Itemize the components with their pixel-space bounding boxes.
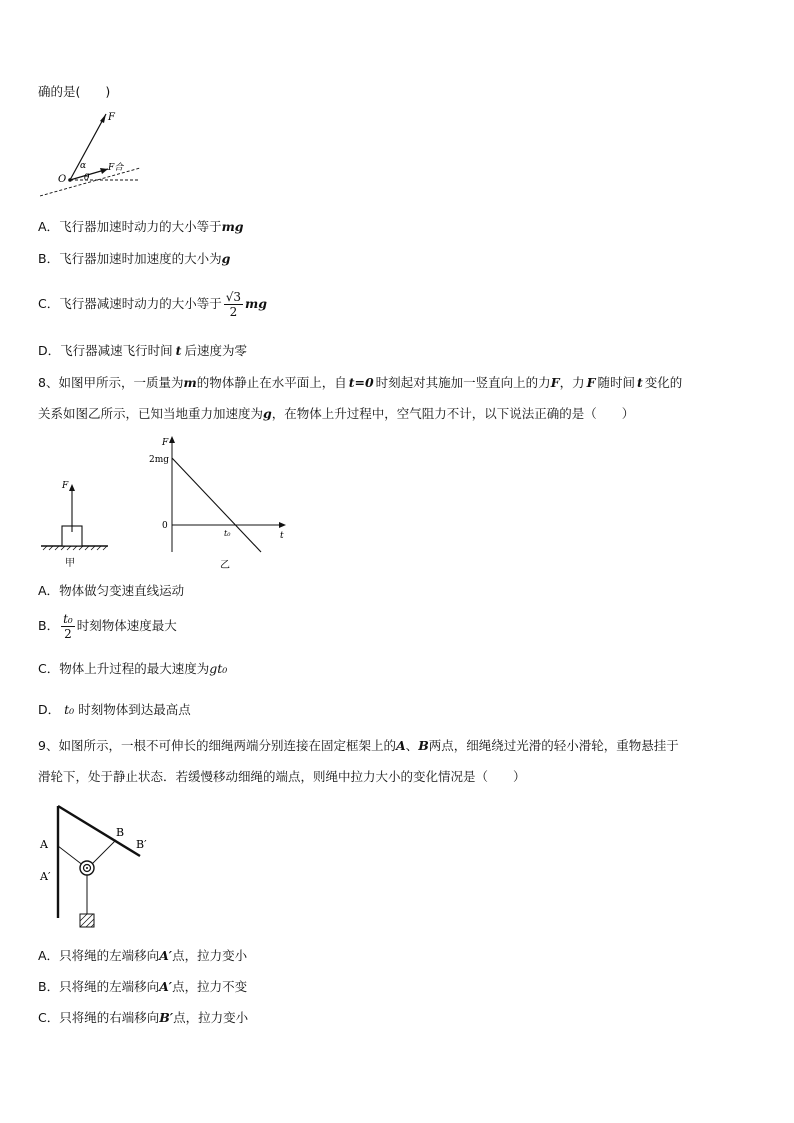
q8-option-b[interactable]: B． $\frac{\text{t₀}}{2}$ 时刻物体速度最大 (38, 611, 177, 641)
q9-option-a[interactable]: A．只将绳的左端移向A′点，拉力变小 (38, 948, 248, 963)
q7-option-a[interactable]: A．飞行器加速时动力的大小等于mg (38, 219, 244, 234)
q8-label-jia: 甲 (65, 558, 75, 569)
q8-label-yi: 乙 (220, 560, 230, 571)
q8-option-a[interactable]: A．物体做匀变速直线运动 (38, 583, 185, 598)
q7-force-diagram (40, 108, 150, 200)
q8-label-t-axis: t (280, 531, 284, 541)
q7-label-Fhe: F合 (108, 163, 124, 173)
q8-stem-line2: 关系如图乙所示，已知当地重力加速度为g，在物体上升过程中，空气阻力不计，以下说法正确的是（ ） (38, 406, 635, 421)
q8-label-t0: t₀ (224, 529, 231, 538)
q7-label-O: O (58, 174, 67, 185)
q7-label-alpha: α (80, 161, 87, 171)
q8-arrowhead-icon (69, 484, 75, 491)
q7-option-d[interactable]: D．飞行器减速飞行时间 t 后速度为零 (38, 343, 247, 358)
q9-option-c[interactable]: C．只将绳的右端移向B′点，拉力变小 (38, 1010, 249, 1025)
q9-pulley-figure (38, 800, 158, 935)
q7-stem-tail: 确的是( ) (38, 84, 111, 99)
q9-rope-left (58, 846, 84, 866)
q9-inclined-frame (58, 806, 140, 856)
q8-label-zero: 0 (162, 521, 168, 531)
q8-option-d[interactable]: D． t₀ 时刻物体到达最高点 (38, 702, 191, 717)
q8-label-F-axis: F (162, 438, 169, 448)
q7-label-F: F (108, 112, 115, 123)
q7-option-b[interactable]: B．飞行器加速时加速度的大小为g (38, 251, 231, 266)
q8-figure-jia (38, 474, 118, 570)
q9-option-b[interactable]: B．只将绳的左端移向A′点，拉力不变 (38, 979, 248, 994)
q7-arrowhead-icon (100, 114, 106, 123)
q9-stem-line1: 9、如图所示，一根不可伸长的细绳两端分别连接在固定框架上的A、B两点，细绳绕过光滑的轻小滑轮，重物悬挂于 (38, 738, 679, 753)
q8-label-2mg: 2mg (149, 455, 170, 465)
q8-stem-line1: 8、如图甲所示，一质量为m的物体静止在水平面上，自 t=0 时刻起对其施加一竖直向上的力F，力 F 随时间 t 变化的 (38, 375, 683, 390)
q9-label-B-prime: B′ (136, 838, 147, 851)
q7-point-O (68, 178, 72, 182)
q8-y-arrow-icon (169, 436, 175, 443)
q8-label-F-block: F (62, 481, 69, 491)
q9-stem-line2: 滑轮下，处于静止状态．若缓慢移动细绳的端点，则绳中拉力大小的变化情况是（ ） (38, 769, 526, 784)
q7-dashed-line (40, 168, 140, 196)
q9-label-A-prime: A′ (40, 870, 51, 883)
q7-arrowhead2-icon (100, 168, 108, 174)
q9-label-A: A (40, 838, 48, 851)
q7-label-theta: θ (84, 173, 90, 183)
q8-b-fraction: $\frac{\text{t₀}}{2}$ (63, 611, 73, 641)
q7-option-c[interactable]: C． 飞行器减速时动力的大小等于 $\frac{√3}{2}$ mg (38, 289, 267, 319)
q8-figure-yi (140, 432, 300, 572)
q7-c-fraction: $\frac{√3}{2}$ (225, 289, 242, 319)
q8-F-t-line (172, 458, 261, 552)
q8-x-arrow-icon (279, 522, 286, 528)
q8-option-c[interactable]: C．物体上升过程的最大速度为gt₀ (38, 661, 228, 676)
q9-label-B: B (116, 826, 125, 839)
q9-rope-right (90, 840, 116, 866)
q7-force-F-arrow (70, 114, 106, 180)
